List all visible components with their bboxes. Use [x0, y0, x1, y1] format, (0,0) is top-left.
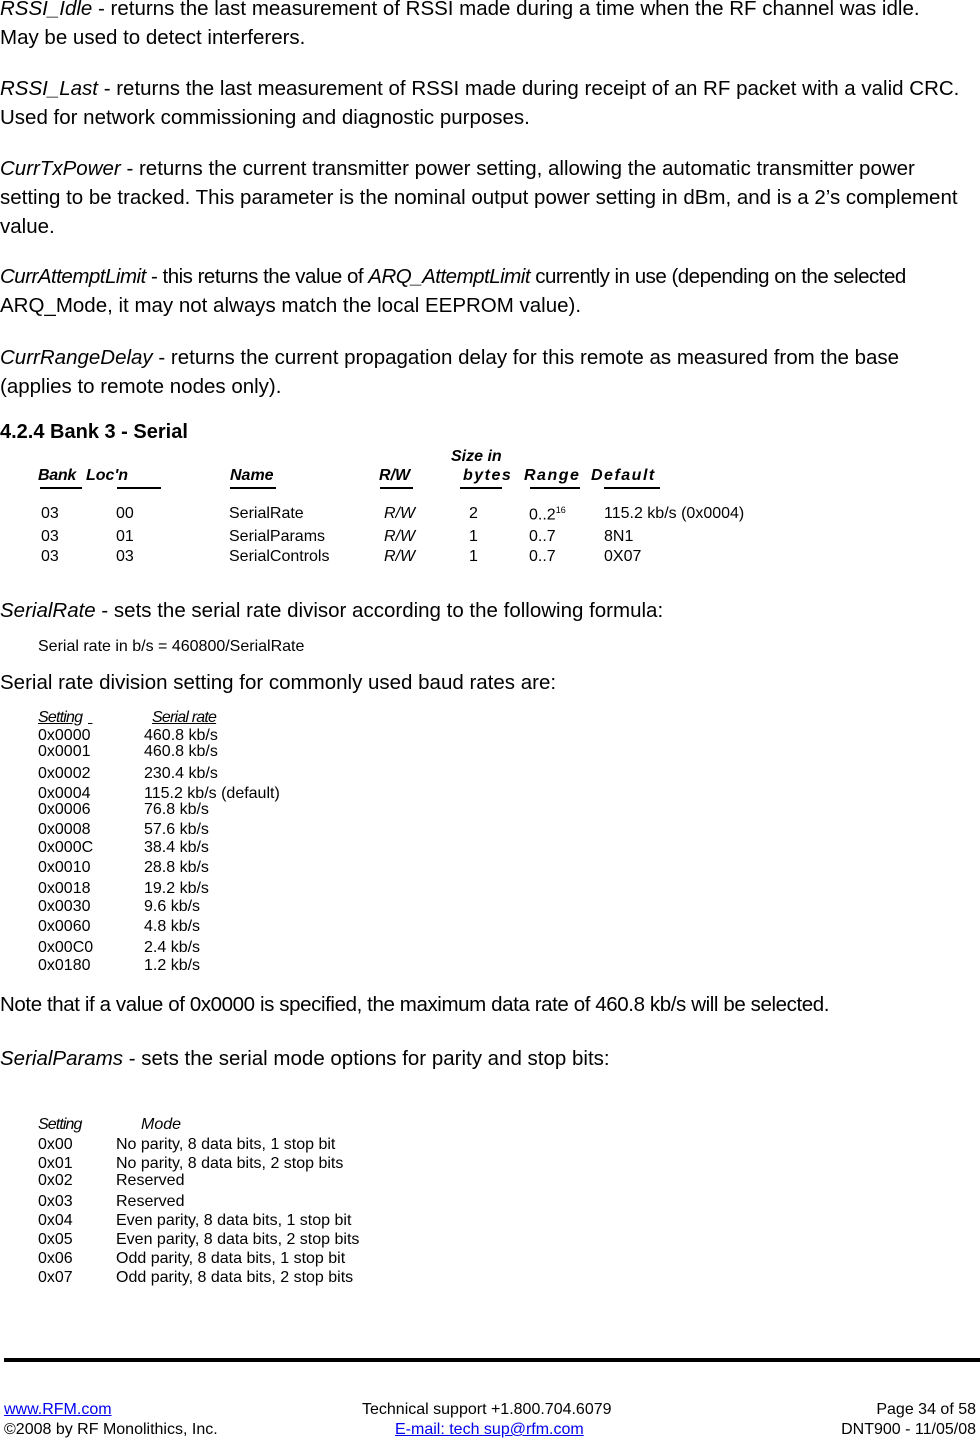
email-link[interactable]: E-mail: tech sup@rfm.com: [395, 1421, 584, 1438]
mode-setting: 0x01: [38, 1155, 73, 1172]
baud-rate: 9.6 kb/s: [144, 898, 201, 915]
mode-header-mode: Mode: [141, 1116, 182, 1133]
cell-default: 8N1: [604, 528, 634, 545]
rssi-idle-paragraph: RSSI_Idle - returns the last measurement of RSSI made during a time when the RF channel was idle. May be used to detect interferers.: [0, 0, 975, 52]
baud-setting: 0x0004: [38, 785, 91, 802]
doc-revision: DNT900 - 11/05/08: [841, 1421, 976, 1438]
header-default: Default: [591, 467, 656, 484]
baud-rate: 28.8 kb/s: [144, 859, 209, 876]
mode-description: No parity, 8 data bits, 1 stop bit: [116, 1136, 336, 1153]
serialrate-formula: Serial rate in b/s = 460800/SerialRate: [38, 638, 305, 655]
baud-setting: 0x0030: [38, 898, 91, 915]
website-link[interactable]: www.RFM.com: [4, 1401, 112, 1418]
serialrate-note: Note that if a value of 0x0000 is specified, the maximum data rate of 460.8 kb/s will be selected.: [0, 993, 830, 1016]
mode-description: Even parity, 8 data bits, 1 stop bit: [116, 1212, 352, 1229]
mode-setting: 0x07: [38, 1269, 73, 1286]
cell-rw: R/W: [384, 528, 416, 545]
cell-rw: R/W: [384, 548, 416, 565]
mode-header-setting: Setting: [38, 1116, 82, 1133]
mode-description: Reserved: [116, 1193, 185, 1210]
mode-setting: 0x00: [38, 1136, 73, 1153]
mode-setting: 0x06: [38, 1250, 73, 1267]
baud-rate: 38.4 kb/s: [144, 839, 209, 856]
cell-bank: 03: [41, 505, 59, 522]
serialrate-paragraph: SerialRate - sets the serial rate divisor according to the following formula:: [0, 599, 664, 622]
baud-setting: 0x0002: [38, 765, 91, 782]
cell-locn: 00: [116, 505, 134, 522]
baud-rate: 115.2 kb/s (default): [144, 785, 280, 802]
baud-setting: 0x00C0: [38, 939, 94, 956]
serialrate-intro: Serial rate division setting for commonly used baud rates are:: [0, 671, 557, 694]
baud-rate: 460.8 kb/s: [144, 743, 218, 760]
header-name: Name: [230, 467, 274, 484]
rssi-last-paragraph: RSSI_Last - returns the last measurement of RSSI made during receipt of an RF packet with a valid CRC. Used for network commissioning and diagnostic purposes.: [0, 77, 960, 129]
header-underline: [230, 487, 276, 489]
cell-name: SerialParams: [229, 528, 326, 545]
cell-bank: 03: [41, 548, 59, 565]
baud-rate: 57.6 kb/s: [144, 821, 209, 838]
cell-bank: 03: [41, 528, 59, 545]
header-range: Range: [524, 467, 581, 484]
baud-setting: 0x0006: [38, 801, 91, 818]
baud-setting: 0x0060: [38, 918, 91, 935]
baud-header-spacer: [88, 709, 148, 727]
currtxpower-paragraph: CurrTxPower - returns the current transmitter power setting, allowing the automatic transmitter power setting to be tracked. This parameter is the nominal output power setting in dBm, and is a 2’s complement value.: [0, 157, 958, 238]
support-phone: Technical support +1.800.704.6079: [362, 1401, 612, 1418]
cell-range: 0..7: [529, 548, 556, 565]
mode-setting: 0x05: [38, 1231, 73, 1248]
header-bytes: bytes: [463, 467, 513, 484]
cell-rw: R/W: [384, 505, 416, 522]
mode-description: Even parity, 8 data bits, 2 stop bits: [116, 1231, 360, 1248]
header-underline: [40, 487, 82, 489]
baud-rate: 1.2 kb/s: [144, 957, 201, 974]
baud-rate: 460.8 kb/s: [144, 727, 218, 744]
baud-setting: 0x0180: [38, 957, 91, 974]
cell-locn: 01: [116, 528, 134, 545]
baud-setting: 0x0010: [38, 859, 91, 876]
term: SerialRate: [0, 599, 96, 622]
baud-setting: 0x0018: [38, 880, 91, 897]
mode-setting: 0x02: [38, 1172, 73, 1189]
baud-rate: 19.2 kb/s: [144, 880, 209, 897]
cell-name: SerialRate: [229, 505, 304, 522]
cell-locn: 03: [116, 548, 134, 565]
baud-rate: 4.8 kb/s: [144, 918, 201, 935]
cell-range: 0..2$^{16}$: [529, 505, 566, 524]
serialparams-paragraph: SerialParams - sets the serial mode options for parity and stop bits:: [0, 1047, 610, 1070]
cell-size: 1: [469, 548, 478, 565]
term: SerialParams: [0, 1047, 124, 1070]
baud-rate: 2.4 kb/s: [144, 939, 201, 956]
cell-default: 0X07: [604, 548, 642, 565]
mode-description: No parity, 8 data bits, 2 stop bits: [116, 1155, 344, 1172]
mode-description: Reserved: [116, 1172, 185, 1189]
mode-setting: 0x03: [38, 1193, 73, 1210]
page-number: Page 34 of 58: [876, 1401, 976, 1418]
header-underline: [460, 487, 502, 489]
term: CurrTxPower: [0, 157, 121, 180]
term: CurrRangeDelay: [0, 346, 153, 369]
section-title: 4.2.4 Bank 3 - Serial: [0, 421, 188, 443]
baud-setting: 0x0000: [38, 727, 91, 744]
baud-header-rate: Serial rate: [152, 709, 217, 726]
header-size-in: Size in: [451, 448, 502, 465]
term: RSSI_Last: [0, 77, 98, 100]
header-underline: [530, 487, 580, 489]
mode-description: Odd parity, 8 data bits, 2 stop bits: [116, 1269, 354, 1286]
mode-description: Odd parity, 8 data bits, 1 stop bit: [116, 1250, 346, 1267]
currattemptlimit-paragraph: CurrAttemptLimit - this returns the value of ARQ_AttemptLimit currently in use (depending on the selected ARQ_Mode, it may not always match the local EEPROM value).: [0, 265, 906, 317]
cell-range: 0..7: [529, 528, 556, 545]
term: ARQ_AttemptLimit: [368, 265, 531, 288]
baud-setting: 0x0008: [38, 821, 91, 838]
copyright: ©2008 by RF Monolithics, Inc.: [4, 1421, 218, 1438]
cell-default: 115.2 kb/s (0x0004): [604, 505, 745, 522]
term: CurrAttemptLimit: [0, 265, 146, 288]
header-underline: [117, 487, 161, 489]
baud-setting: 0x000C: [38, 839, 94, 856]
cell-name: SerialControls: [229, 548, 330, 565]
baud-setting: 0x0001: [38, 743, 91, 760]
baud-header-setting: Setting: [38, 709, 83, 726]
baud-rate: 76.8 kb/s: [144, 801, 209, 818]
header-rw: R/W: [379, 467, 411, 484]
baud-rate: 230.4 kb/s: [144, 765, 218, 782]
header-bank: Bank: [38, 467, 76, 484]
mode-setting: 0x04: [38, 1212, 73, 1229]
term: RSSI_Idle: [0, 0, 93, 20]
header-underline: [380, 487, 413, 489]
currrangedelay-paragraph: CurrRangeDelay - returns the current propagation delay for this remote as measured from the base (applies to remote nodes only).: [0, 346, 900, 398]
header-underline: [604, 487, 660, 489]
header-locn: Loc'n: [86, 467, 129, 484]
cell-size: 2: [469, 505, 478, 522]
cell-size: 1: [469, 528, 478, 545]
footer-rule: [4, 1358, 980, 1362]
